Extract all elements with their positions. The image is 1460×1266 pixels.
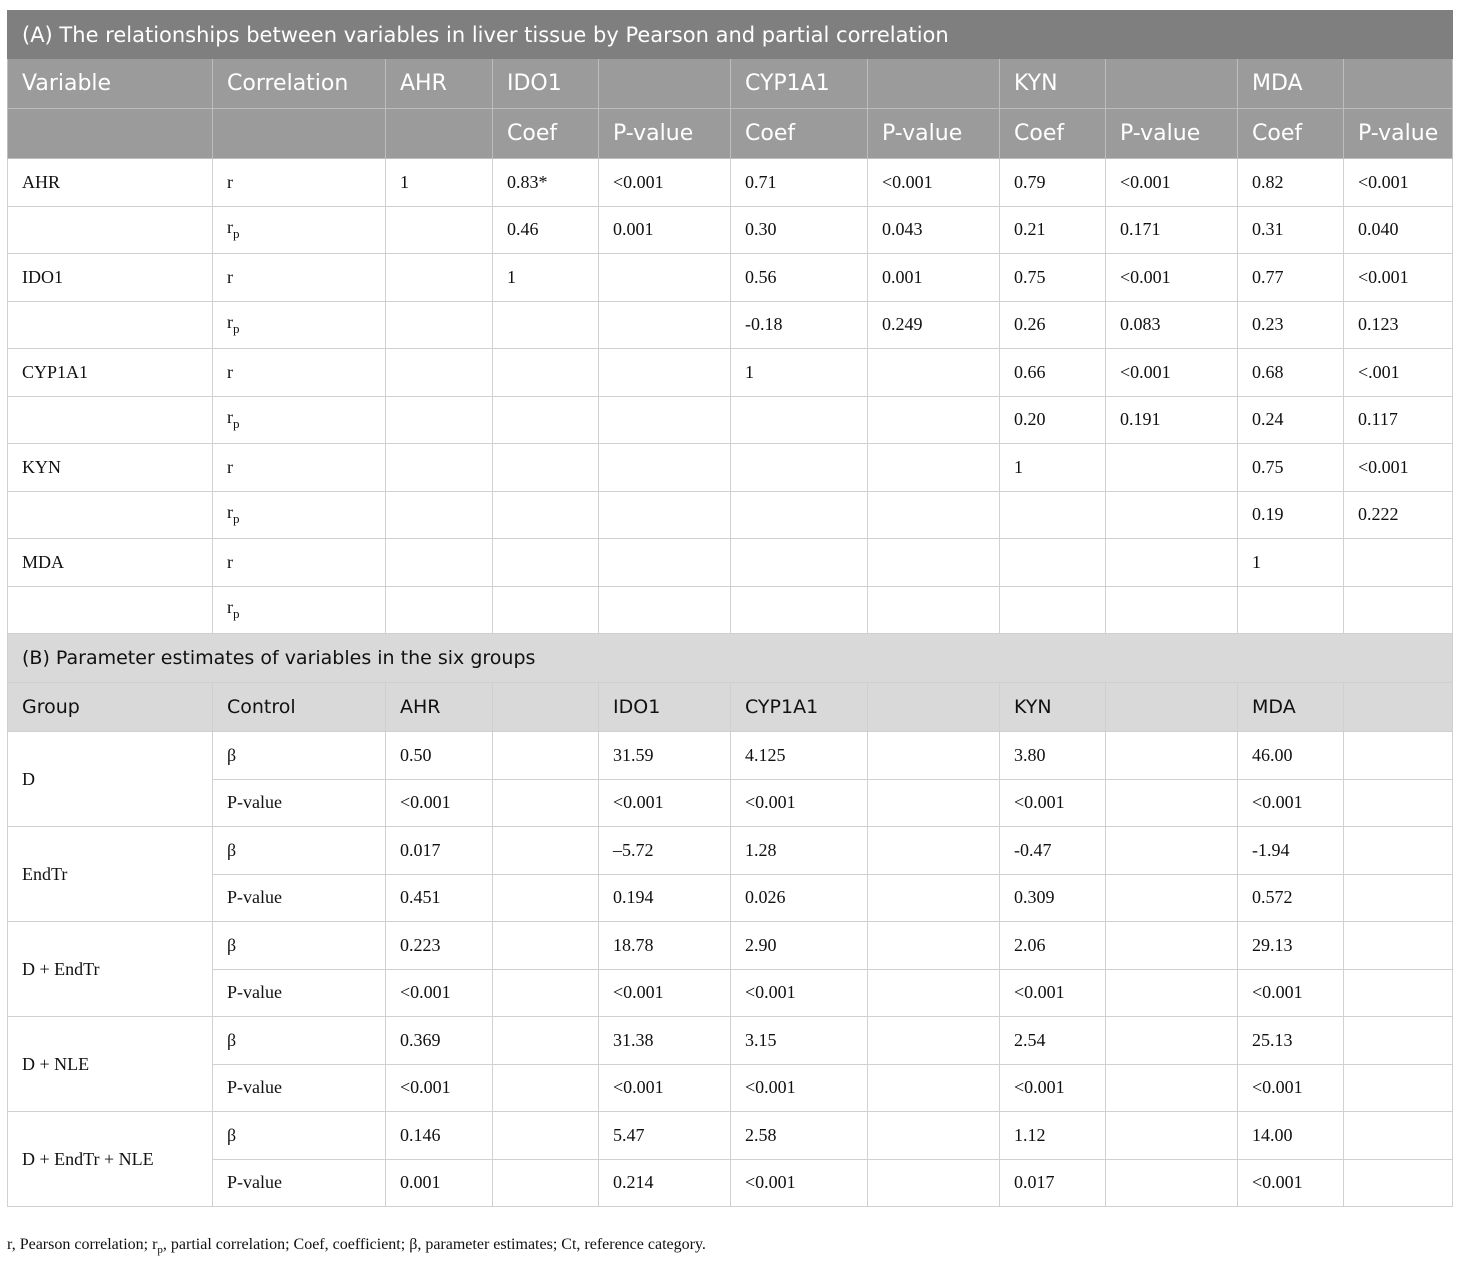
table-row xyxy=(8,491,1453,539)
table-cell: 14.00 xyxy=(1238,1112,1344,1160)
table-cell: <0.001 xyxy=(386,1064,493,1112)
table-cell: 2.58 xyxy=(731,1112,868,1160)
table-cell xyxy=(386,396,493,444)
table-cell xyxy=(868,491,1000,539)
table-cell xyxy=(493,922,599,970)
table-cell xyxy=(731,491,868,539)
table-row xyxy=(8,586,1453,634)
table-cell xyxy=(868,586,1000,634)
table-cell xyxy=(493,396,599,444)
table-cell xyxy=(1106,1017,1238,1065)
table-cell xyxy=(731,586,868,634)
table-cell: r xyxy=(213,349,386,397)
table-cell: 1 xyxy=(731,349,868,397)
table-cell: 0.20 xyxy=(1000,396,1106,444)
footnote xyxy=(7,1236,706,1256)
table-cell: P-value xyxy=(213,1064,386,1112)
table-cell xyxy=(599,301,731,349)
table-cell: 0.249 xyxy=(868,301,1000,349)
header-cell: MDA xyxy=(1238,59,1344,109)
table-cell: <0.001 xyxy=(599,969,731,1017)
subheader-cell: Coef xyxy=(1000,109,1106,159)
table-cell: 0.66 xyxy=(1000,349,1106,397)
table-cell: 1.12 xyxy=(1000,1112,1106,1160)
table-cell: <0.001 xyxy=(1106,159,1238,207)
table-cell: <0.001 xyxy=(1000,969,1106,1017)
subheader-cell: P-value xyxy=(1106,109,1238,159)
table-cell: KYN xyxy=(8,444,213,492)
table-cell: 0.19 xyxy=(1238,491,1344,539)
section-a-title-row xyxy=(8,11,1453,59)
table-cell xyxy=(493,1064,599,1112)
group-name-cell: D + EndTr xyxy=(8,922,213,1017)
subheader-cell: Coef xyxy=(493,109,599,159)
table-cell: 0.017 xyxy=(1000,1159,1106,1207)
table-cell xyxy=(493,732,599,780)
section-a-title: (A) The relationships between variables in liver tissue by Pearson and partial correlation xyxy=(8,11,1453,59)
table-cell xyxy=(386,254,493,302)
table-cell: 4.125 xyxy=(731,732,868,780)
table-cell: 1.28 xyxy=(731,827,868,875)
table-cell: β xyxy=(213,1112,386,1160)
table-cell xyxy=(1106,491,1238,539)
footnote-text-2: , partial correlation; Coef, coefficient; β, parameter estimates; Ct, reference category. xyxy=(162,1236,706,1253)
table-cell: 0.214 xyxy=(599,1159,731,1207)
table-cell: β xyxy=(213,827,386,875)
table-cell: 0.451 xyxy=(386,874,493,922)
header-cell: AHR xyxy=(386,59,493,109)
table-cell xyxy=(868,827,1000,875)
table-cell xyxy=(868,779,1000,827)
table-row xyxy=(8,779,1453,827)
table-cell: P-value xyxy=(213,779,386,827)
subheader-cell: Coef xyxy=(1238,109,1344,159)
table-cell: <0.001 xyxy=(1238,969,1344,1017)
table-cell: 31.38 xyxy=(599,1017,731,1065)
subheader-cell: P-value xyxy=(1344,109,1453,159)
table-cell: 29.13 xyxy=(1238,922,1344,970)
table-cell xyxy=(599,254,731,302)
table-cell xyxy=(386,349,493,397)
table-cell: MDA xyxy=(8,539,213,587)
subheader-cell: Coef xyxy=(731,109,868,159)
table-cell xyxy=(8,206,213,254)
table-cell xyxy=(731,539,868,587)
table-row xyxy=(8,159,1453,207)
table-cell xyxy=(386,586,493,634)
group-name-cell: D + NLE xyxy=(8,1017,213,1112)
table-cell: <0.001 xyxy=(1344,159,1453,207)
table-cell: 0.083 xyxy=(1106,301,1238,349)
table-cell: 0.146 xyxy=(386,1112,493,1160)
table-cell xyxy=(493,969,599,1017)
correlation-type-cell: $r_p$ xyxy=(213,206,386,254)
header-cell xyxy=(599,59,731,109)
table-cell xyxy=(493,1159,599,1207)
table-row xyxy=(8,732,1453,780)
table-cell xyxy=(8,491,213,539)
table-cell: 18.78 xyxy=(599,922,731,970)
header-cell xyxy=(1344,683,1453,732)
table-cell: 0.191 xyxy=(1106,396,1238,444)
table-cell: <0.001 xyxy=(1238,1159,1344,1207)
table-cell: 0.83* xyxy=(493,159,599,207)
table-cell xyxy=(386,444,493,492)
table-cell: CYP1A1 xyxy=(8,349,213,397)
table-cell xyxy=(1106,1159,1238,1207)
table-cell xyxy=(599,349,731,397)
table-cell: <.001 xyxy=(1344,349,1453,397)
table-cell: <0.001 xyxy=(1106,349,1238,397)
header-cell: IDO1 xyxy=(493,59,599,109)
header-cell xyxy=(493,683,599,732)
table-cell xyxy=(1106,444,1238,492)
table-row xyxy=(8,254,1453,302)
table-cell xyxy=(1106,732,1238,780)
header-cell xyxy=(1106,59,1238,109)
table-cell xyxy=(1000,539,1106,587)
table-cell: <0.001 xyxy=(731,779,868,827)
table-cell xyxy=(1344,732,1453,780)
table-cell: P-value xyxy=(213,874,386,922)
table-row xyxy=(8,922,1453,970)
table-cell: 0.26 xyxy=(1000,301,1106,349)
table-cell xyxy=(1344,827,1453,875)
table-cell: 0.68 xyxy=(1238,349,1344,397)
table-cell: 5.47 xyxy=(599,1112,731,1160)
table-cell xyxy=(386,206,493,254)
table-cell: 25.13 xyxy=(1238,1017,1344,1065)
table-row xyxy=(8,301,1453,349)
table-cell: 0.171 xyxy=(1106,206,1238,254)
table-cell xyxy=(1344,969,1453,1017)
table-cell: β xyxy=(213,922,386,970)
table-row xyxy=(8,349,1453,397)
subheader-cell xyxy=(213,109,386,159)
table-cell: 1 xyxy=(386,159,493,207)
table-cell xyxy=(493,301,599,349)
table-cell xyxy=(1106,586,1238,634)
table-cell: 31.59 xyxy=(599,732,731,780)
table-row xyxy=(8,444,1453,492)
table-cell xyxy=(868,539,1000,587)
table-cell: r xyxy=(213,254,386,302)
subheader-cell xyxy=(386,109,493,159)
table-row xyxy=(8,396,1453,444)
table-cell xyxy=(1106,969,1238,1017)
footnote-text-1: r, Pearson correlation; r xyxy=(7,1236,158,1253)
table-cell: 0.222 xyxy=(1344,491,1453,539)
table-cell: r xyxy=(213,539,386,587)
table-row xyxy=(8,206,1453,254)
table-cell xyxy=(1344,922,1453,970)
header-cell xyxy=(868,59,1000,109)
correlation-type-cell: $r_p$ xyxy=(213,491,386,539)
table-cell xyxy=(386,539,493,587)
table-cell xyxy=(493,491,599,539)
table-cell xyxy=(493,349,599,397)
table-cell xyxy=(1106,1112,1238,1160)
table-cell: 0.75 xyxy=(1238,444,1344,492)
table-cell xyxy=(731,396,868,444)
header-cell: Control xyxy=(213,683,386,732)
table-cell: <0.001 xyxy=(1000,1064,1106,1112)
table-cell: 0.369 xyxy=(386,1017,493,1065)
group-name-cell: D + EndTr + NLE xyxy=(8,1112,213,1207)
table-cell: 0.026 xyxy=(731,874,868,922)
table-cell: -1.94 xyxy=(1238,827,1344,875)
table-cell: 0.223 xyxy=(386,922,493,970)
table-row xyxy=(8,1159,1453,1207)
table-cell: 0.572 xyxy=(1238,874,1344,922)
table-cell xyxy=(493,1112,599,1160)
header-cell: AHR xyxy=(386,683,493,732)
table-cell: 46.00 xyxy=(1238,732,1344,780)
table-cell: 0.040 xyxy=(1344,206,1453,254)
table-cell: 0.21 xyxy=(1000,206,1106,254)
table-cell xyxy=(386,491,493,539)
section-b-title-row xyxy=(8,634,1453,683)
table-cell: 1 xyxy=(1000,444,1106,492)
table-cell xyxy=(493,539,599,587)
table-cell: <0.001 xyxy=(1344,254,1453,302)
table-cell: <0.001 xyxy=(599,1064,731,1112)
table-cell: <0.001 xyxy=(599,159,731,207)
table-cell: <0.001 xyxy=(1000,779,1106,827)
table-cell: 0.82 xyxy=(1238,159,1344,207)
results-table xyxy=(7,10,1453,1207)
header-cell xyxy=(868,683,1000,732)
table-row xyxy=(8,1064,1453,1112)
table-cell: 0.56 xyxy=(731,254,868,302)
table-cell xyxy=(599,586,731,634)
header-cell: CYP1A1 xyxy=(731,59,868,109)
table-cell xyxy=(1106,539,1238,587)
table-cell xyxy=(599,396,731,444)
table-cell xyxy=(493,827,599,875)
table-cell: r xyxy=(213,444,386,492)
table-cell xyxy=(1344,779,1453,827)
table-cell: 0.77 xyxy=(1238,254,1344,302)
section-a-subheader-row xyxy=(8,109,1453,159)
table-cell: 3.15 xyxy=(731,1017,868,1065)
table-cell xyxy=(493,779,599,827)
table-cell xyxy=(868,1017,1000,1065)
table-cell xyxy=(1106,1064,1238,1112)
table-cell: P-value xyxy=(213,969,386,1017)
table-cell: 3.80 xyxy=(1000,732,1106,780)
table-cell xyxy=(868,1064,1000,1112)
table-cell xyxy=(868,349,1000,397)
table-cell: 2.06 xyxy=(1000,922,1106,970)
table-cell: <0.001 xyxy=(731,1159,868,1207)
table-cell: IDO1 xyxy=(8,254,213,302)
table-cell: 0.043 xyxy=(868,206,1000,254)
table-cell xyxy=(493,586,599,634)
table-cell: 0.001 xyxy=(386,1159,493,1207)
table-cell xyxy=(1000,491,1106,539)
table-cell: 0.001 xyxy=(868,254,1000,302)
table-cell xyxy=(1344,1159,1453,1207)
table-cell xyxy=(386,301,493,349)
header-cell: KYN xyxy=(1000,683,1106,732)
table-cell: <0.001 xyxy=(1106,254,1238,302)
table-cell xyxy=(1106,874,1238,922)
table-row xyxy=(8,1017,1453,1065)
table-cell: 0.309 xyxy=(1000,874,1106,922)
table-cell xyxy=(1106,827,1238,875)
table-cell xyxy=(599,539,731,587)
table-cell: <0.001 xyxy=(731,1064,868,1112)
table-cell xyxy=(493,1017,599,1065)
group-name-cell: D xyxy=(8,732,213,827)
table-row xyxy=(8,1112,1453,1160)
table-cell: 0.46 xyxy=(493,206,599,254)
table-cell: 0.30 xyxy=(731,206,868,254)
correlation-type-cell: $r_p$ xyxy=(213,396,386,444)
table-cell: 0.017 xyxy=(386,827,493,875)
table-cell xyxy=(1344,586,1453,634)
header-cell: MDA xyxy=(1238,683,1344,732)
table-cell: <0.001 xyxy=(1238,779,1344,827)
table-cell xyxy=(1106,779,1238,827)
table-cell: P-value xyxy=(213,1159,386,1207)
subheader-cell: P-value xyxy=(868,109,1000,159)
table-row xyxy=(8,539,1453,587)
table-cell: –5.72 xyxy=(599,827,731,875)
table-cell: -0.47 xyxy=(1000,827,1106,875)
table-row xyxy=(8,827,1453,875)
header-cell: IDO1 xyxy=(599,683,731,732)
table-cell: 0.23 xyxy=(1238,301,1344,349)
table-cell: <0.001 xyxy=(599,779,731,827)
table-cell: 0.75 xyxy=(1000,254,1106,302)
table-cell xyxy=(1344,1064,1453,1112)
header-cell: KYN xyxy=(1000,59,1106,109)
table-cell: <0.001 xyxy=(386,779,493,827)
table-cell: <0.001 xyxy=(1238,1064,1344,1112)
table-cell xyxy=(868,1159,1000,1207)
table-cell xyxy=(1344,539,1453,587)
table-cell xyxy=(8,301,213,349)
table-cell xyxy=(1106,922,1238,970)
table-cell: 0.71 xyxy=(731,159,868,207)
correlation-type-cell: $r_p$ xyxy=(213,301,386,349)
table-row xyxy=(8,969,1453,1017)
table-cell: -0.18 xyxy=(731,301,868,349)
table-cell xyxy=(1000,586,1106,634)
table-cell: <0.001 xyxy=(386,969,493,1017)
table-cell: r xyxy=(213,159,386,207)
group-name-cell: EndTr xyxy=(8,827,213,922)
table-cell xyxy=(868,732,1000,780)
header-cell: Group xyxy=(8,683,213,732)
table-row xyxy=(8,874,1453,922)
section-b-title: (B) Parameter estimates of variables in the six groups xyxy=(8,634,1453,683)
header-cell xyxy=(1344,59,1453,109)
table-cell xyxy=(493,874,599,922)
table-cell: 0.194 xyxy=(599,874,731,922)
table-cell xyxy=(868,1112,1000,1160)
table-cell xyxy=(868,969,1000,1017)
table-cell xyxy=(868,396,1000,444)
header-cell xyxy=(1106,683,1238,732)
header-cell: CYP1A1 xyxy=(731,683,868,732)
table-cell xyxy=(8,396,213,444)
table-cell xyxy=(493,444,599,492)
table-cell xyxy=(868,922,1000,970)
table-cell xyxy=(1238,586,1344,634)
table-cell xyxy=(868,874,1000,922)
subheader-cell xyxy=(8,109,213,159)
table-cell: 0.24 xyxy=(1238,396,1344,444)
correlation-type-cell: $r_p$ xyxy=(213,586,386,634)
table-cell: 0.001 xyxy=(599,206,731,254)
section-b-header-row xyxy=(8,683,1453,732)
subheader-cell: P-value xyxy=(599,109,731,159)
table-cell: 0.79 xyxy=(1000,159,1106,207)
table-cell xyxy=(1344,1017,1453,1065)
table-cell: 2.90 xyxy=(731,922,868,970)
table-cell xyxy=(8,586,213,634)
table-cell: 1 xyxy=(493,254,599,302)
table-cell: 0.50 xyxy=(386,732,493,780)
table-cell xyxy=(731,444,868,492)
table-cell: AHR xyxy=(8,159,213,207)
table-cell: 0.117 xyxy=(1344,396,1453,444)
table-cell: 0.31 xyxy=(1238,206,1344,254)
table-cell: 1 xyxy=(1238,539,1344,587)
header-cell: Variable xyxy=(8,59,213,109)
table-cell: <0.001 xyxy=(1344,444,1453,492)
table-cell: β xyxy=(213,1017,386,1065)
table-cell xyxy=(599,444,731,492)
table-cell: 0.123 xyxy=(1344,301,1453,349)
table-cell: <0.001 xyxy=(731,969,868,1017)
table-cell xyxy=(1344,874,1453,922)
section-a-header-row xyxy=(8,59,1453,109)
footnote-subscript: p xyxy=(157,1244,163,1256)
table-cell: β xyxy=(213,732,386,780)
table-cell xyxy=(1344,1112,1453,1160)
table-cell xyxy=(599,491,731,539)
header-cell: Correlation xyxy=(213,59,386,109)
table-cell: 2.54 xyxy=(1000,1017,1106,1065)
table-cell: <0.001 xyxy=(868,159,1000,207)
table-cell xyxy=(868,444,1000,492)
